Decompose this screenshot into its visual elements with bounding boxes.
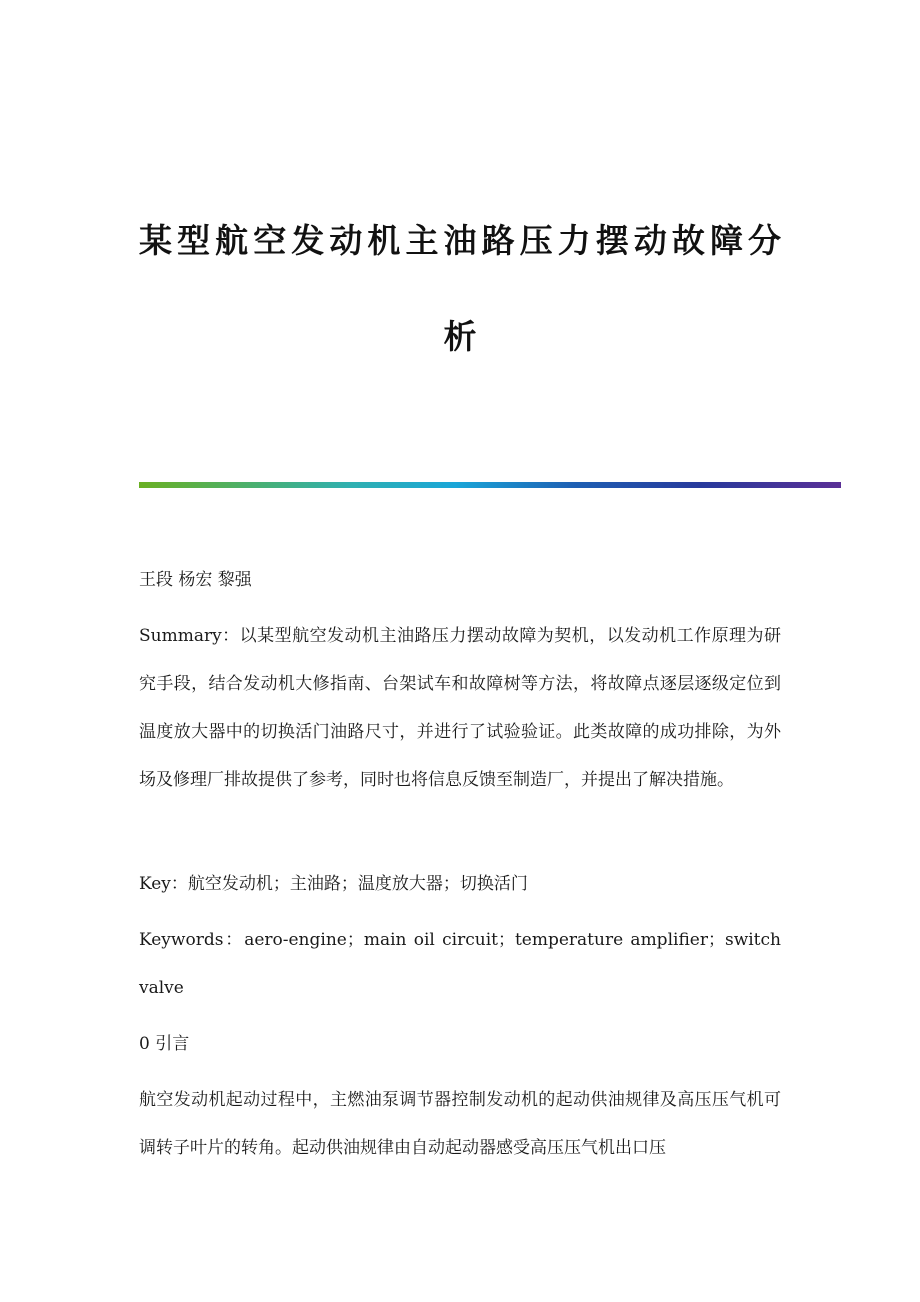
document-title-line1: 某型航空发动机主油路压力摆动故障分 (139, 221, 781, 260)
summary-label: Summary： (139, 626, 240, 646)
summary-text: 以某型航空发动机主油路压力摆动故障为契机，以发动机工作原理为研究手段，结合发动机大修指南、台架试车和故障树等方法，将故障点逐层逐级定位到温度放大器中的切换活门油路尺寸，并进行了试验验证。此类故障的成功排除，为外场及修理厂排故提供了参考，同时也将信息反馈至制造厂，并提出了解决措施。 (139, 626, 782, 790)
title-divider (139, 482, 841, 488)
document-title-line2: 析 (443, 317, 477, 356)
key-text: 航空发动机；主油路；温度放大器；切换活门 (187, 874, 528, 894)
section-heading: 0 引言 (139, 1034, 190, 1054)
keywords-paragraph (139, 916, 781, 1012)
keywords-label: Keywords： (139, 930, 245, 950)
summary-paragraph (139, 612, 781, 804)
authors: 王段 杨宏 黎强 (139, 570, 252, 590)
keywords-text: aero-engine；main oil circuit；temperature amplifier；switch valve (139, 930, 781, 998)
intro-paragraph: 航空发动机起动过程中，主燃油泵调节器控制发动机的起动供油规律及高压压气机可调转子叶片的转角。起动供油规律由自动起动器感受高压压气机出口压 (139, 1090, 781, 1158)
key-paragraph (139, 860, 781, 908)
key-label: Key： (139, 874, 188, 894)
